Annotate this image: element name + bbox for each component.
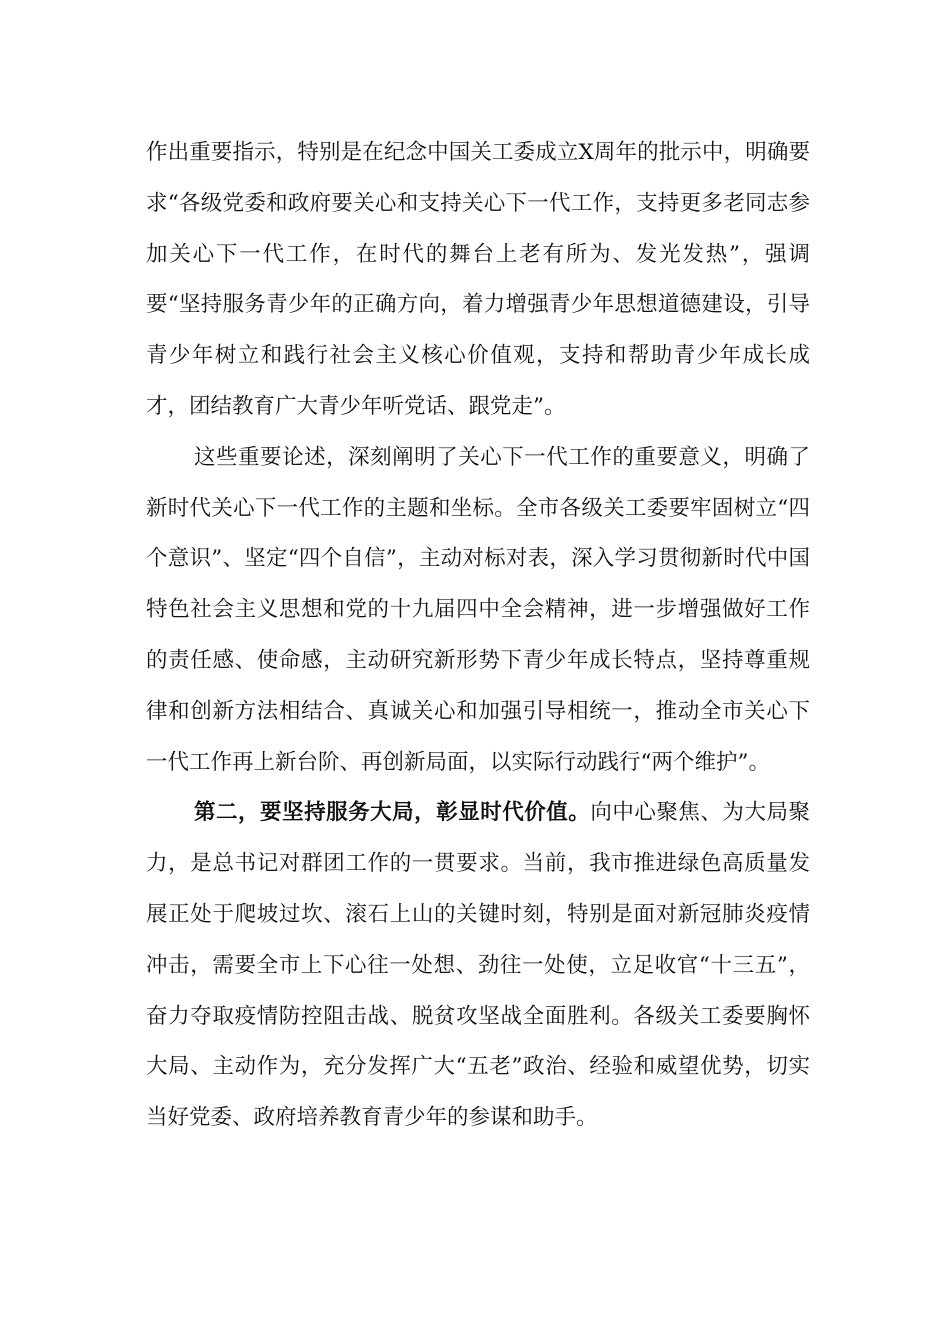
document-body bbox=[146, 128, 810, 1144]
paragraph-1-text: 作出重要指示，特别是在纪念中国关工委成立X周年的批示中，明确要求“各级党委和政府要关心和支持关心下一代工作，支持更多老同志参加关心下一代工作，在时代的舞台上老有所为、发光发热”，强调要“坚持服务青少年的正确方向，着力增强青少年思想道德建设，引导青少年树立和践行社会主义核心价值观，支持和帮助青少年成长成才，团结教育广大青少年听党话、跟党走”。 bbox=[146, 140, 810, 419]
paragraph-2-text: 这些重要论述，深刻阐明了关心下一代工作的重要意义，明确了新时代关心下一代工作的主题和坐标。全市各级关工委要牢固树立“四个意识”、坚定“四个自信”，主动对标对表，深入学习贯彻新时代中国特色社会主义思想和党的十九届四中全会精神，进一步增强做好工作的责任感、使命感，主动研究新形势下青少年成长特点，坚持尊重规律和创新方法相结合、真诚关心和加强引导相统一，推动全市关心下一代工作再上新台阶、再创新局面，以实际行动践行“两个维护”。 bbox=[146, 444, 810, 775]
paragraph-1 bbox=[146, 128, 810, 433]
paragraph-3-text: 向中心聚焦、为大局聚力，是总书记对群团工作的一贯要求。当前，我市推进绿色高质量发展正处于爬坡过坎、滚石上山的关键时刻，特别是面对新冠肺炎疫情冲击，需要全市上下心往一处想、劲往一处使，立足收官“十三五”，奋力夺取疫情防控阻击战、脱贫攻坚战全面胜利。各级关工委要胸怀大局、主动作为，充分发挥广大“五老”政治、经验和威望优势，切实当好党委、政府培养教育青少年的参谋和助手。 bbox=[146, 800, 810, 1131]
paragraph-3 bbox=[146, 788, 810, 1144]
paragraph-2 bbox=[146, 433, 810, 789]
paragraph-3-heading: 第二，要坚持服务大局，彰显时代价值。 bbox=[194, 800, 591, 826]
